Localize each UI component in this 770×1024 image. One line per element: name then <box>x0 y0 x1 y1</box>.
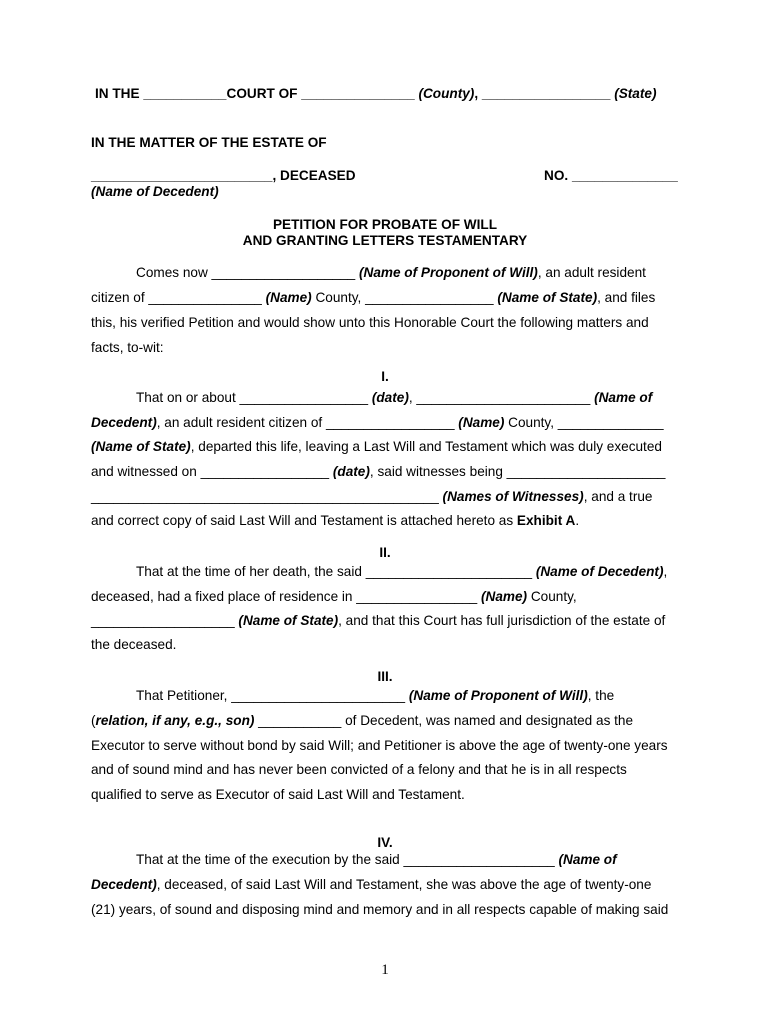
text: , said witnesses being _____________________ <box>369 464 666 479</box>
name-of-decedent-label: (Name of Decedent) <box>91 184 219 199</box>
section2-line <box>136 564 667 580</box>
text: , and files <box>597 290 656 305</box>
text: County, <box>527 589 577 604</box>
text: , an adult resident citizen of _________________ <box>156 415 459 430</box>
text: and correct copy of said Last Will and Testament is attached hereto as <box>91 513 517 528</box>
text: That on or about _________________ <box>136 390 372 405</box>
field-label: relation, if any, e.g., son) <box>95 713 255 728</box>
court-header <box>95 86 656 101</box>
field-label: (Name of State) <box>238 613 339 628</box>
field-label: Decedent) <box>91 415 157 430</box>
text: , <box>663 564 668 579</box>
text: That at the time of the execution by the said ____________________ <box>136 852 559 867</box>
field-label: (Name of Proponent of Will) <box>408 688 588 703</box>
section2-line <box>91 613 665 629</box>
field-label: (Name) <box>481 589 528 604</box>
text: That at the time of her death, the said ______________________ <box>136 564 536 579</box>
field-label: (Name of State) <box>91 439 191 454</box>
section3-line <box>91 713 633 729</box>
field-label: (Name of Decedent) <box>535 564 664 579</box>
section3-line: qualified to serve as Executor of said Last Will and Testament. <box>91 787 465 802</box>
text: ______________________________________________ <box>91 489 443 504</box>
text: County, _________________ <box>311 290 498 305</box>
section1-line <box>91 464 665 480</box>
field-label: (Name of <box>558 852 617 867</box>
field-label: (Name of <box>594 390 653 405</box>
section2-line: the deceased. <box>91 637 177 652</box>
text: deceased, had a fixed place of residence in ________________ <box>91 589 481 604</box>
section-heading: III. <box>377 669 393 684</box>
text: and witnessed on _________________ <box>91 464 333 479</box>
section1-line <box>91 415 664 431</box>
section3-line <box>136 688 614 704</box>
intro-line <box>136 265 646 281</box>
text: County, ______________ <box>504 415 664 430</box>
field-label: (Name of State) <box>497 290 598 305</box>
text: ___________________ <box>91 613 239 628</box>
section4-line <box>136 852 617 868</box>
text: , the <box>587 688 615 703</box>
section-heading: IV. <box>377 835 393 850</box>
text: , an adult resident <box>537 265 646 280</box>
intro-line: facts, to-wit: <box>91 340 164 355</box>
text: , and a true <box>583 489 653 504</box>
section3-line: and of sound mind and has never been convicted of a felony and that he is in all respects <box>91 762 627 777</box>
text: , departed this life, leaving a Last Will and Testament which was duly executed <box>190 439 662 454</box>
text: , deceased, of said Last Will and Testament, she was above the age of twenty-one <box>156 877 652 892</box>
section4-line <box>91 877 651 893</box>
intro-line: this, his verified Petition and would show unto this Honorable Court the following matters and <box>91 315 649 330</box>
field-label: (Name) <box>265 290 312 305</box>
state-blank: , _________________ <box>474 86 611 101</box>
page-number: 1 <box>381 962 389 978</box>
section4-line: (21) years, of sound and disposing mind and memory and in all respects capable of making said <box>91 902 669 917</box>
court-header-text: IN THE ___________COURT OF _______________ <box>95 86 415 101</box>
section3-line: Executor to serve without bond by said Will; and Petitioner is above the age of twenty-one years <box>91 738 668 753</box>
section-heading: II. <box>379 545 391 560</box>
text: citizen of _______________ <box>91 290 266 305</box>
decedent-line: ________________________, DECEASED <box>91 168 356 183</box>
section2-line <box>91 589 577 605</box>
text: , and that this Court has full jurisdiction of the estate of <box>338 613 666 628</box>
section1-line <box>136 390 652 406</box>
exhibit-label: Exhibit A <box>516 513 576 528</box>
case-number: NO. ______________ <box>544 168 678 183</box>
text: Comes now ___________________ <box>136 265 359 280</box>
field-label: (Name of Proponent of Will) <box>358 265 538 280</box>
text: ___________ of Decedent, was named and designated as the <box>254 713 634 728</box>
field-label: (date) <box>371 390 409 405</box>
section1-line <box>91 489 652 505</box>
text: ( <box>91 713 96 728</box>
petition-title-line1: PETITION FOR PROBATE OF WILL <box>272 217 498 232</box>
field-label: (Names of Witnesses) <box>442 489 584 504</box>
text: That Petitioner, _______________________ <box>136 688 409 703</box>
field-label: Decedent) <box>91 877 157 892</box>
text: . <box>575 513 580 528</box>
text: , _______________________ <box>408 390 595 405</box>
field-label: (date) <box>332 464 370 479</box>
estate-title: IN THE MATTER OF THE ESTATE OF <box>91 135 327 150</box>
county-label: (County) <box>418 86 475 101</box>
section-heading: I. <box>381 369 389 384</box>
petition-title-line2: AND GRANTING LETTERS TESTAMENTARY <box>242 233 528 248</box>
field-label: (Name) <box>458 415 505 430</box>
section1-line <box>91 513 579 529</box>
state-label: (State) <box>614 86 657 101</box>
intro-line <box>91 290 655 306</box>
section1-line <box>91 439 662 455</box>
